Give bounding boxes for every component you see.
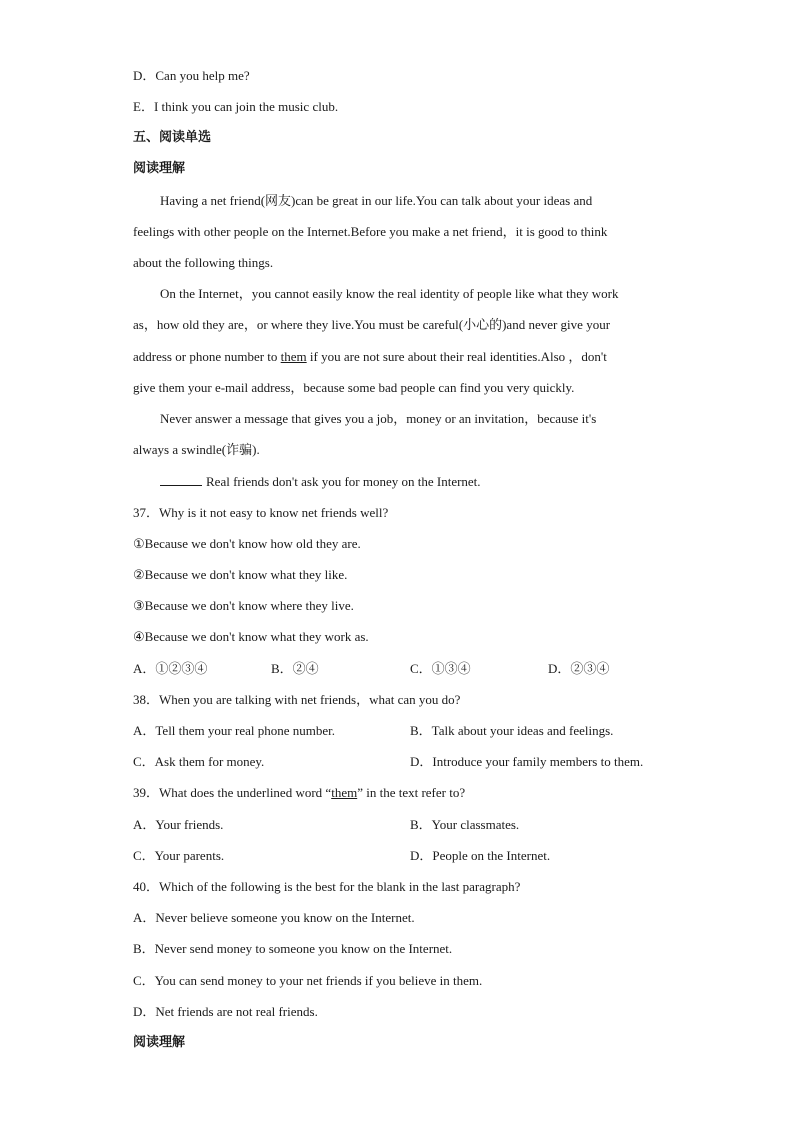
q38-option-c[interactable]: C．Ask them for money.: [133, 754, 265, 769]
passage-text: if you are not sure about their real identities.Also ，don't: [306, 349, 607, 364]
passage-line: [133, 348, 607, 366]
q40-option-b[interactable]: B．Never send money to someone you know on the Internet.: [133, 941, 453, 956]
underlined-word: them: [331, 785, 358, 800]
passage-line: about the following things.: [133, 255, 274, 270]
subsection-title: 阅读理解: [133, 161, 186, 176]
q38-option-d[interactable]: D．Introduce your family members to them.: [410, 754, 644, 769]
passage-text: Real friends don't ask you for money on the Internet.: [206, 474, 481, 489]
q37-option-b[interactable]: B．②④: [271, 661, 319, 676]
option-d: D．Can you help me?: [133, 68, 250, 83]
q40-option-a[interactable]: A．Never believe someone you know on the Internet.: [133, 910, 415, 925]
q39-option-a[interactable]: A．Your friends.: [133, 817, 224, 832]
statement-2: ②Because we don't know what they like.: [133, 567, 348, 582]
stem-text: 39．What does the underlined word “: [133, 785, 332, 800]
stem-text: ” in the text refer to?: [357, 785, 466, 800]
q40-option-c[interactable]: C．You can send money to your net friends if you believe in them.: [133, 973, 483, 988]
q38-option-a[interactable]: A．Tell them your real phone number.: [133, 723, 335, 738]
q39-option-d[interactable]: D．People on the Internet.: [410, 848, 551, 863]
question-37-stem: 37．Why is it not easy to know net friends well?: [133, 505, 389, 520]
statement-4: ④Because we don't know what they work as.: [133, 629, 369, 644]
q40-option-d[interactable]: D．Net friends are not real friends.: [133, 1004, 318, 1019]
q39-option-c[interactable]: C．Your parents.: [133, 848, 225, 863]
section-title: 五、阅读单选: [133, 130, 212, 145]
subsection-title: 阅读理解: [133, 1035, 186, 1050]
passage-line: On the Internet，you cannot easily know the real identity of people like what they work: [160, 286, 619, 301]
option-e: E．I think you can join the music club.: [133, 99, 339, 114]
passage-line: Never answer a message that gives you a job，money or an invitation，because it's: [160, 411, 597, 426]
question-39-stem: [133, 784, 465, 802]
q37-option-d[interactable]: D．②③④: [548, 661, 610, 676]
statement-3: ③Because we don't know where they live.: [133, 598, 354, 613]
passage-line: as，how old they are，or where they live.You must be careful(小心的)and never give your: [133, 317, 611, 332]
q37-option-a[interactable]: A．①②③④: [133, 661, 208, 676]
answer-blank: [160, 472, 202, 486]
passage-line: give them your e-mail address，because some bad people can find you very quickly.: [133, 380, 575, 395]
question-40-stem: 40．Which of the following is the best for the blank in the last paragraph?: [133, 879, 521, 894]
passage-line: always a swindle(诈骗).: [133, 442, 260, 457]
underlined-word: them: [280, 349, 307, 364]
statement-1: ①Because we don't know how old they are.: [133, 536, 361, 551]
passage-line: feelings with other people on the Internet.Before you make a net friend，it is good to think: [133, 224, 608, 239]
passage-text: address or phone number to: [133, 349, 281, 364]
question-38-stem: 38．When you are talking with net friends，what can you do?: [133, 692, 461, 707]
q37-option-c[interactable]: C．①③④: [410, 661, 471, 676]
q38-option-b[interactable]: B．Talk about your ideas and feelings.: [410, 723, 614, 738]
passage-line: Having a net friend(网友)can be great in our life.You can talk about your ideas and: [160, 193, 593, 208]
passage-line: [160, 472, 481, 490]
q39-option-b[interactable]: B．Your classmates.: [410, 817, 520, 832]
